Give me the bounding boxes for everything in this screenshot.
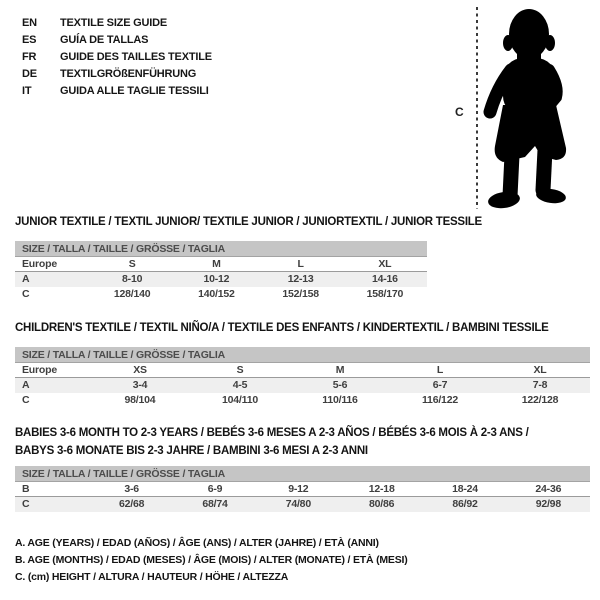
height-cell: 74/80 [285,498,311,510]
table-row-age [15,272,427,287]
height-cell: 158/170 [366,288,404,300]
height-cell: 110/116 [322,394,358,406]
table-row-age [15,378,590,393]
footnote-b: B. AGE (MONTHS) / EDAD (MESES) / ÂGE (MOIS) / ALTER (MONATE) / ETÀ (MESI) [15,554,408,566]
height-cell: 98/104 [124,394,156,406]
language-row [22,32,212,49]
height-cell: 104/110 [222,394,258,406]
age-cell: 3-4 [132,379,148,391]
footnote-legend [15,535,408,586]
junior-size-table [15,241,427,302]
language-title: GUIDE DES TAILLES TEXTILE [60,51,212,63]
footnote-a: A. AGE (YEARS) / EDAD (AÑOS) / ÂGE (ANS) / ALTER (JAHRE) / ETÀ (ANNI) [15,537,379,549]
age-cell: 24-36 [535,483,562,495]
language-code: ES [22,34,37,46]
age-cell: 5-6 [332,379,348,391]
language-row [22,49,212,66]
height-cell: 68/74 [202,498,228,510]
age-cell: 7-8 [532,379,548,391]
height-cell: 116/122 [422,394,458,406]
size-cell: XL [533,364,547,376]
table-row-europe [15,257,427,272]
language-title: TEXTILE SIZE GUIDE [60,17,168,29]
age-cell: 10-12 [203,273,230,285]
size-header-bar: SIZE / TALLA / TAILLE / GRÖSSE / TAGLIA [15,241,427,257]
row-label: Europe [22,258,57,270]
size-cell: XS [133,364,147,376]
language-title: GUIDA ALLE TAGLIE TESSILI [60,85,209,97]
language-code: IT [22,85,32,97]
table-row-age-months [15,482,590,497]
row-label: C [22,288,30,300]
size-cell: M [212,258,221,270]
height-cell: 62/68 [119,498,145,510]
size-cell: S [236,364,244,376]
age-cell: 8-10 [122,273,143,285]
height-cell: 140/152 [198,288,235,300]
baby-silhouette-icon [455,2,600,214]
size-cell: L [297,258,304,270]
age-cell: 6-9 [207,483,223,495]
language-row [22,15,212,32]
row-label: B [22,483,30,495]
size-cell: XL [378,258,392,270]
age-cell: 3-6 [124,483,139,495]
language-row [22,66,212,83]
age-cell: 9-12 [288,483,309,495]
junior-table-title: JUNIOR TEXTILE / TEXTIL JUNIOR/ TEXTILE JUNIOR / JUNIORTEXTIL / JUNIOR TESSILE [15,216,482,228]
age-cell: 6-7 [432,379,448,391]
height-cell: 86/92 [452,498,478,510]
size-cell: M [335,364,345,376]
babies-size-table [15,466,590,512]
height-cell: 128/140 [113,288,151,300]
language-title: TEXTILGRÖßENFÜHRUNG [60,68,197,80]
language-title: GUÍA DE TALLAS [60,34,149,46]
language-code: DE [22,68,37,80]
table-row-height [15,497,590,512]
language-row [22,83,212,100]
height-cell: 92/98 [535,498,561,510]
children-table-title: CHILDREN'S TEXTILE / TEXTIL NIÑO/A / TEXTILE DES ENFANTS / KINDERTEXTIL / BAMBINI TESSILE [15,322,549,334]
children-size-table [15,347,590,408]
table-row-europe [15,363,590,378]
language-title-list [22,15,212,100]
row-label: C [22,394,30,406]
age-cell: 4-5 [232,379,248,391]
age-cell: 12-13 [287,273,314,285]
size-header-bar: SIZE / TALLA / TAILLE / GRÖSSE / TAGLIA [15,466,590,482]
row-label: Europe [22,364,57,376]
age-cell: 14-16 [371,273,398,285]
age-cell: 12-18 [368,483,395,495]
language-code: FR [22,51,37,63]
row-label: C [22,498,30,510]
babies-table-title-line2: BABYS 3-6 MONATE BIS 2-3 JAHRE / BAMBINI 3-6 MESI A 2-3 ANNI [15,445,368,457]
row-label: A [22,273,30,285]
size-header-bar: SIZE / TALLA / TAILLE / GRÖSSE / TAGLIA [15,347,590,363]
size-cell: L [436,364,444,376]
footnote-c: C. (cm) HEIGHT / ALTURA / HAUTEUR / HÖHE / ALTEZZA [15,571,289,583]
size-cell: S [128,258,136,270]
language-code: EN [22,17,37,29]
height-cell: 80/86 [369,498,395,510]
height-cell: 122/128 [521,394,559,406]
height-cell: 152/158 [282,288,319,300]
row-label: A [22,379,30,391]
babies-table-title-line1: BABIES 3-6 MONTH TO 2-3 YEARS / BEBÉS 3-6 MESES A 2-3 AÑOS / BÉBÉS 3-6 MOIS À 2-3 ANS / [15,427,529,439]
table-row-height [15,393,590,408]
age-cell: 18-24 [452,483,478,495]
table-row-height [15,287,427,302]
height-measure-label: C [455,105,464,119]
